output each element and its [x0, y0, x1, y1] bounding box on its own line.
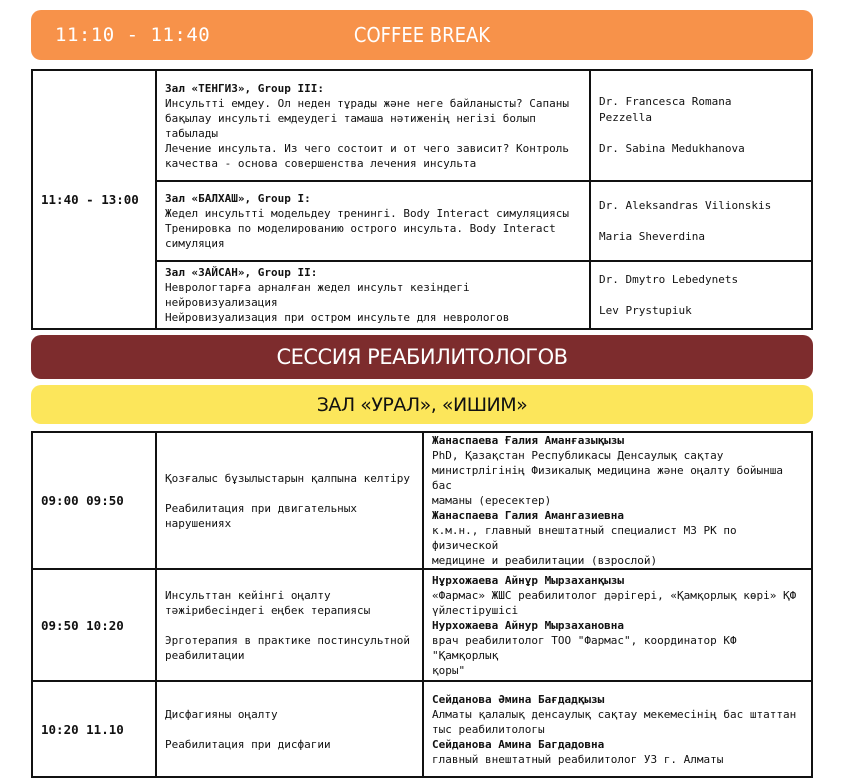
topic-kz: Дисфагияны оңалту [165, 707, 278, 721]
topic-cell [156, 261, 590, 329]
session-title-bar [31, 335, 813, 379]
speaker-name: Dr. Francesca Romana [599, 95, 732, 108]
speaker-name-kz: Жанаспаева Ғалия Аманғазықызы [432, 434, 625, 447]
hall-title: ЗАЛ «УРАЛ», «ИШИМ» [316, 393, 528, 416]
hall-label: Зал «ТЕНГИЗ», Group III: [165, 81, 324, 95]
topic-line: Инсультті емдеу. Ол неден тұрады және неге байланысты? Сапаны [165, 96, 569, 110]
table-row [32, 70, 812, 181]
topic-cell [156, 181, 590, 261]
speaker-cell [423, 569, 812, 681]
speaker-desc: маманы (ересектер) [432, 494, 552, 507]
topic-ru: Реабилитация при двигательных [165, 501, 358, 515]
speaker-name-kz: Сейданова Әмина Бағдадқызы [432, 692, 605, 706]
speaker-desc: министрлігінің Физикалық медицина және оңалту бойынша бас [432, 464, 783, 492]
speaker-desc: к.м.н., главный внештатный специалист МЗ РК по физической [432, 524, 737, 552]
table-row [32, 681, 812, 777]
speaker-name: Lev Prystupiuk [599, 303, 692, 317]
slot-time: 09:00 09:50 [32, 432, 156, 569]
speaker-desc: тыс реабилитологы [432, 722, 545, 736]
topic-line: Жедел инсультті модельдеу тренингі. Body Interact симуляциясы [165, 207, 569, 220]
hall-title-bar [31, 385, 813, 424]
table-row [32, 569, 812, 681]
topic-kz: тәжірибесіндегі еңбек терапиясы [165, 603, 371, 617]
speaker-name-ru: Нурхожаева Айнур Мырзахановна [432, 618, 625, 632]
speaker-cell [423, 681, 812, 777]
speaker-name: Dr. Sabina Medukhanova [599, 142, 745, 155]
session-time: 11:40 - 13:00 [32, 70, 156, 329]
topic-ru: реабилитации [165, 648, 245, 662]
hall-label: Зал «БАЛХАШ», Group I: [165, 192, 311, 205]
speaker-name: Dr. Dmytro Lebedynets [599, 272, 739, 286]
topic-line: Лечение инсульта. Из чего состоит и от чего зависит? Контроль [165, 141, 569, 155]
coffee-break-bar [31, 10, 813, 60]
hall-label: Зал «ЗАЙСАН», Group II: [165, 266, 318, 279]
session-title: СЕССИЯ РЕАБИЛИТОЛОГОВ [276, 345, 568, 369]
topic-ru: Реабилитация при дисфагии [165, 737, 331, 751]
speaker-name-kz: Нұрхожаева Айнұр Мырзаханқызы [432, 573, 625, 587]
topic-ru: Эрготерапия в практике постинсультной [165, 633, 411, 647]
speaker-name: Pezzella [599, 111, 652, 124]
slot-time: 10:20 11.10 [32, 681, 156, 777]
coffee-break-title: COFFEE BREAK [353, 23, 491, 47]
topic-line: Тренировка по моделированию острого инсульта. Body Interact [165, 222, 556, 235]
speaker-desc: үйлестірушісі [432, 603, 519, 617]
speaker-cell [423, 432, 812, 569]
topic-line: табылады [165, 126, 218, 140]
topic-cell [156, 681, 423, 777]
speaker-desc: «Фармас» ЖШС реабилитолог дәрігері, «Қамқорлық көрі» ҚФ [432, 588, 797, 602]
topic-line: качества - основа совершенства лечения инсульта [165, 156, 477, 170]
topic-kz: Инсульттан кейінгі оңалту [165, 588, 331, 602]
topic-cell [156, 569, 423, 681]
speaker-desc: врач реабилитолог ТОО "Фармас", координатор КФ "Қамқорлық [432, 633, 737, 662]
speaker-desc: медицине и реабилитации (взрослой) [432, 554, 658, 567]
speaker-desc: Алматы қалалық денсаулық сақтау мекемесінің бас штаттан [432, 707, 797, 721]
speaker-name-ru: Жанаспаева Галия Амангазиевна [432, 509, 625, 522]
topic-cell [156, 70, 590, 181]
topic-kz: Қозғалыс бұзылыстарын қалпына келтіру [165, 471, 411, 485]
speaker-name: Dr. Aleksandras Vilionskis [599, 198, 772, 212]
table-row [32, 432, 812, 569]
topic-line: симуляция [165, 237, 225, 250]
topic-line: Нейровизуализация при остром инсульте для неврологов [165, 311, 510, 324]
speaker-desc: главный внештатный реабилитолог УЗ г. Алматы [432, 752, 724, 766]
speaker-desc: қоры" [432, 663, 466, 677]
speaker-cell [590, 70, 812, 181]
topic-line: Неврологтарға арналған жедел инсульт кезіндегі нейровизуализация [165, 281, 470, 309]
speaker-cell [590, 181, 812, 261]
speaker-name-ru: Сейданова Амина Багдадовна [432, 737, 605, 751]
speaker-name: Maria Sheverdina [599, 229, 705, 243]
schedule-table-1 [31, 69, 813, 330]
topic-line: бақылау инсульті емдеудегі тамаша нәтиженің негізі болып [165, 111, 536, 125]
topic-ru: нарушениях [165, 516, 232, 530]
schedule-table-2 [31, 431, 813, 778]
speaker-desc: PhD, Қазақстан Республикасы Денсаулық сақтау [432, 449, 724, 462]
slot-time: 09:50 10:20 [32, 569, 156, 681]
speaker-cell [590, 261, 812, 329]
topic-cell [156, 432, 423, 569]
coffee-break-time: 11:10 - 11:40 [55, 24, 211, 46]
